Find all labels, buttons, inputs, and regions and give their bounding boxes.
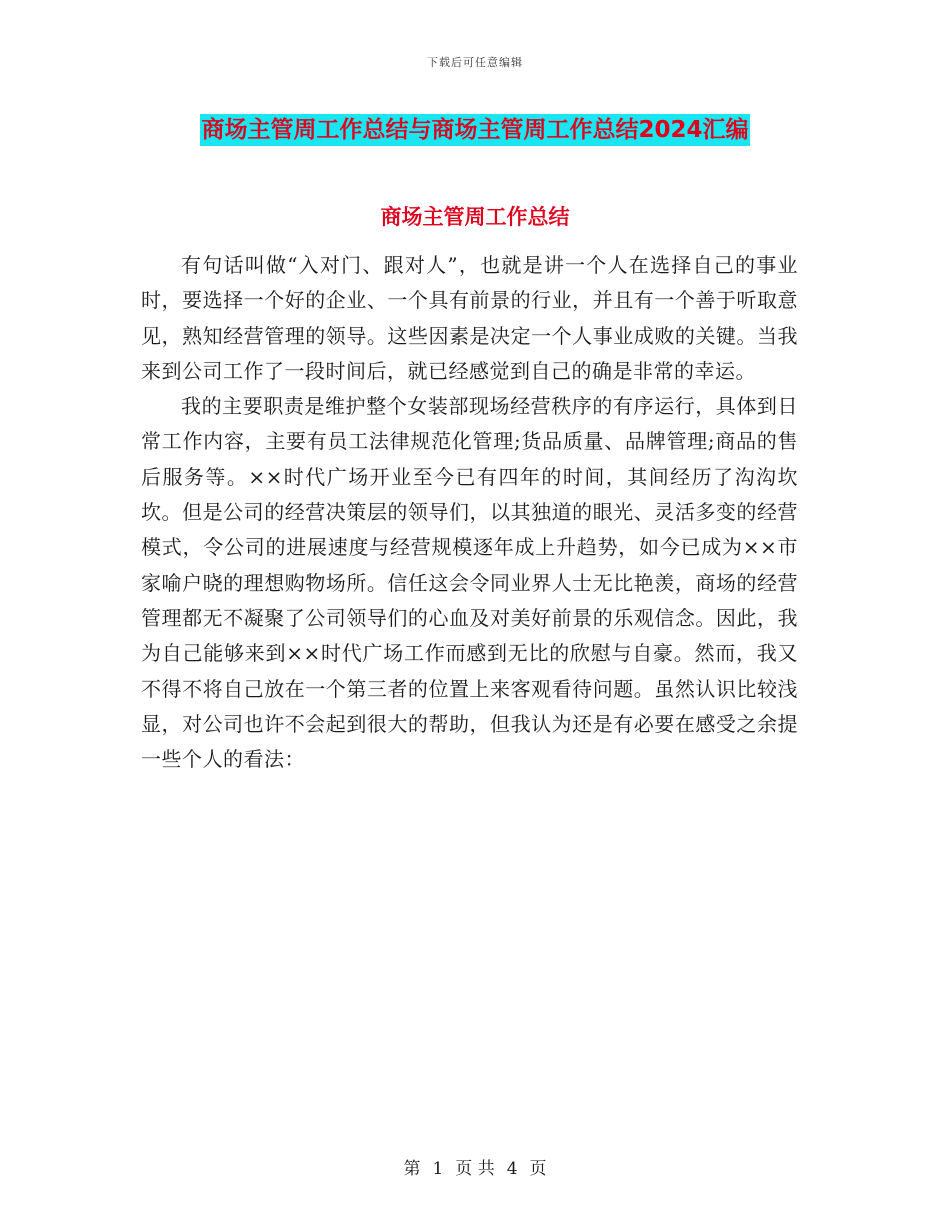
- paragraph-2: 我的主要职责是维护整个女装部现场经营秩序的有序运行，具体到日常工作内容，主要有员工法律规范化管理;货品质量、品牌管理;商品的售后服务等。××时代广场开业至今已有四年的时间，其间经历了沟沟坎坎。但是公司的经营决策层的领导们，以其独道的眼光、灵活多变的经营模式，令公司的进展速度与经营规模逐年成上升趋势，如今已成为××市家喻户晓的理想购物场所。信任这会令同业界人士无比艳羡，商场的经营管理都无不凝聚了公司领导们的心血及对美好前景的乐观信念。因此，我为自己能够来到××时代广场工作而感到无比的欣慰与自豪。然而，我又不得不将自己放在一个第三者的位置上来客观看待问题。虽然认识比较浅显，对公司也许不会起到很大的帮助，但我认为还是有必要在感受之余提一些个人的看法：: [141, 394, 798, 772]
- page-suffix: 页: [529, 1159, 547, 1179]
- page-number: 1: [432, 1159, 444, 1179]
- main-title-container: [0, 114, 950, 146]
- document-body: [141, 248, 798, 777]
- section-title: 商场主管周工作总结: [380, 205, 570, 229]
- page-mid: 页 共: [455, 1159, 495, 1179]
- document-title: 商场主管周工作总结与商场主管周工作总结2024汇编: [200, 114, 749, 146]
- header-note: 下载后可任意编辑: [427, 56, 523, 69]
- paragraph-1: 有句话叫做“入对门、跟对人”，也就是讲一个人在选择自己的事业时，要选择一个好的企业、一个具有前景的行业，并且有一个善于听取意见，熟知经营管理的领导。这些因素是决定一个人事业成败的关键。当我来到公司工作了一段时间后，就已经感觉到自己的确是非常的幸运。: [141, 253, 798, 383]
- total-pages: 4: [506, 1159, 518, 1179]
- page-footer: [0, 1154, 950, 1179]
- page-prefix: 第: [403, 1159, 421, 1179]
